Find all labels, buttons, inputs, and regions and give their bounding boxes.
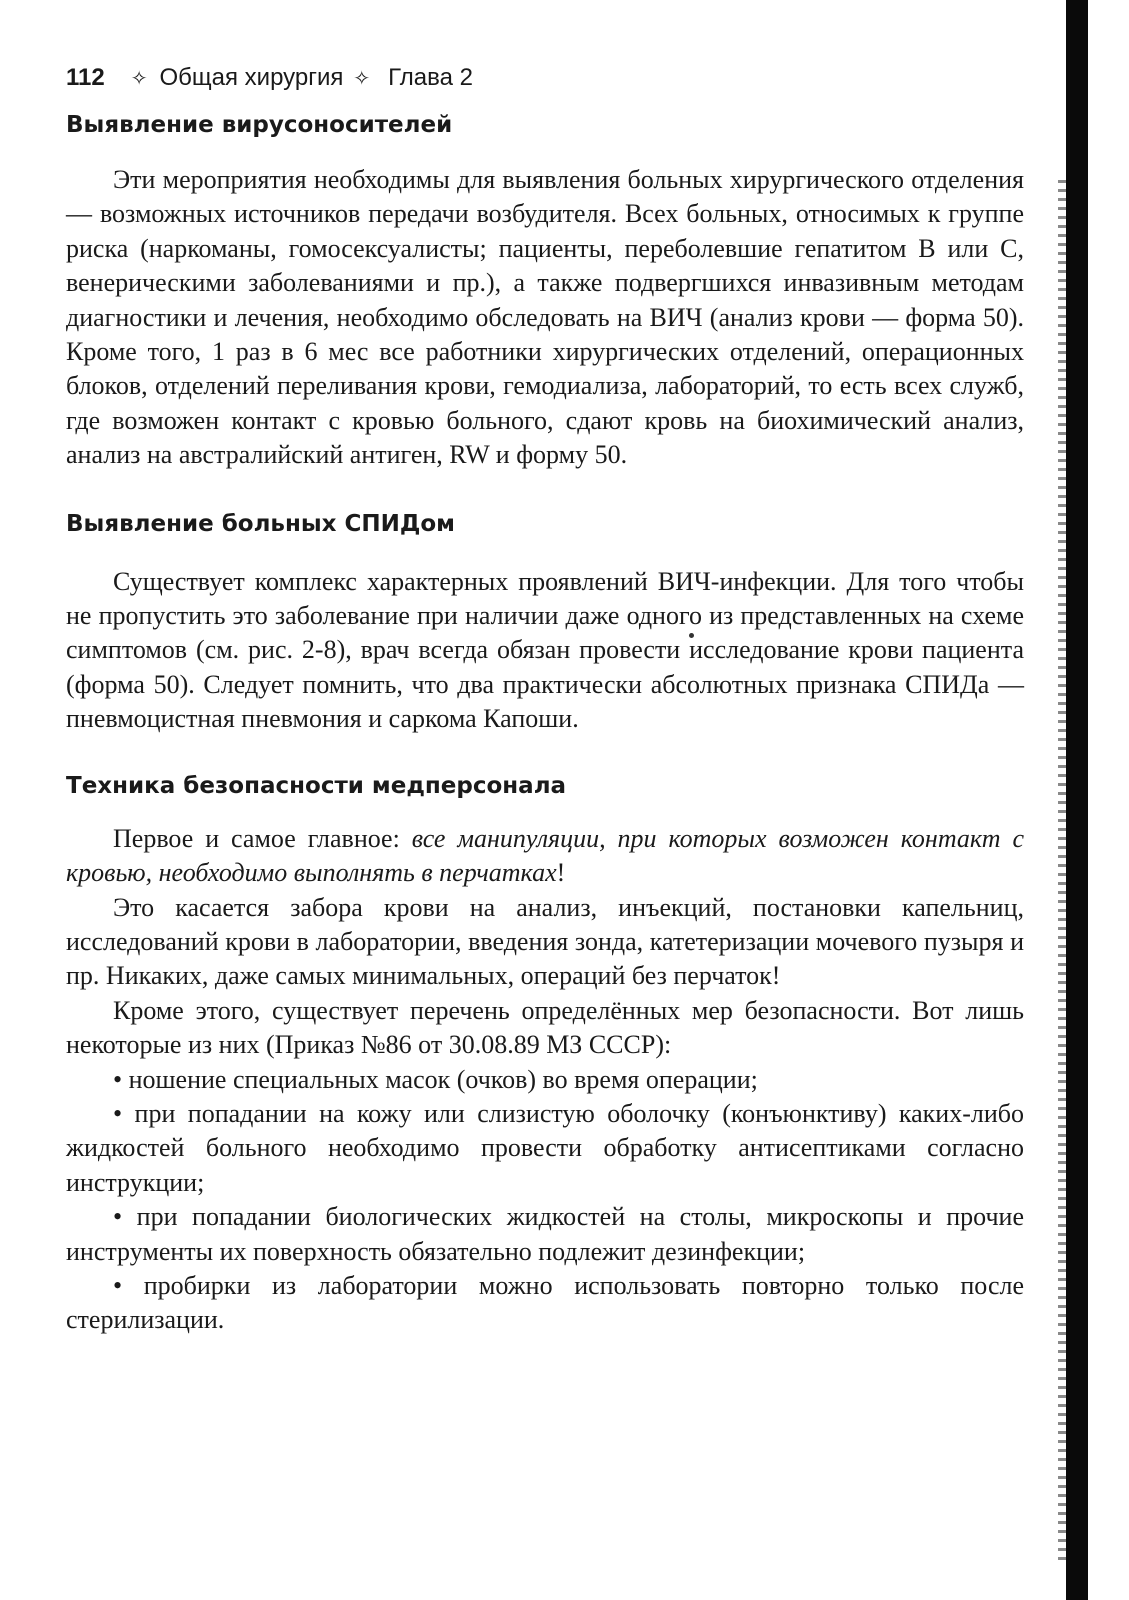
paragraph: Эти мероприятия необходимы для выявления больных хирургического отделения — возможных источников передачи возбудителя. Всех больных, относимых к группе риска (наркоманы, гомосексуалисты; пациенты, переболевшие гепатитом B или C, венерическими заболеваниями и пр.), а также подвергшихся инвазивным методам диагностики и лечения, необходимо обследовать на ВИЧ (анализ крови — форма 50). Кроме того, 1 раз в 6 мес все работники хирургических отделений, операционных блоков, отделений переливания крови, гемодиализа, лабораторий, то есть всех служб, где возможен контакт с кровью больного, сдают кровь на биохимический анализ, анализ на австралийский антиген, RW и форму 50.	[66, 165, 1024, 470]
list-item-text: при попадании биологических жидкостей на столы, микроскопы и прочие инструменты их поверхность обязательно подлежит дезинфекции;	[66, 1202, 1025, 1266]
list-item	[66, 1063, 1024, 1097]
diamond-icon: ✧	[353, 68, 371, 90]
paragraph: Это касается забора крови на анализ, инъекций, постановки капельниц, исследований крови в лаборатории, введения зонда, катетеризации мочевого пузыря и пр. Никаких, даже самых минимальных, операций без перчаток!	[66, 892, 1024, 991]
list-item	[66, 1097, 1024, 1200]
page-edge-shadow	[1058, 180, 1066, 1560]
list-item	[66, 1269, 1024, 1338]
list-item-text: при попадании на кожу или слизистую оболочку (конъюнктиву) каких-либо жидкостей больного необходимо провести обработку антисептиками согласно инструкции;	[66, 1098, 1024, 1197]
running-head	[66, 58, 1024, 98]
book-title: Общая хирургия	[159, 64, 344, 91]
bullet-icon: •	[113, 1064, 123, 1094]
intro-lead: Первое и самое главное:	[113, 823, 412, 853]
section-heading: Выявление больных СПИДом	[66, 510, 455, 537]
list-item	[66, 1200, 1024, 1269]
diamond-icon: ✧	[130, 68, 148, 90]
section-heading: Техника безопасности медперсонала	[66, 772, 567, 799]
intro-tail: !	[556, 858, 566, 888]
section-heading: Выявление вирусоносителей	[66, 112, 453, 138]
list-item-text: пробирки из лаборатории можно использовать повторно только после стерилизации.	[66, 1270, 1025, 1335]
chapter-label: Глава 2	[388, 64, 473, 91]
paragraph-intro	[66, 822, 1024, 891]
paragraph: Существует комплекс характерных проявлений ВИЧ-инфекции. Для того чтобы не пропустить это заболевание при наличии даже одного из представленных на схеме симптомов (см. рис. 2-8), врач всегда обязан провести исследование крови пациента (форма 50). Следует помнить, что два практически абсолютных признака СПИДа — пневмоцистная пневмония и саркома Капоши.	[66, 566, 1024, 734]
page-edge	[1066, 0, 1088, 1600]
page-number: 112	[66, 64, 105, 91]
bullet-icon: •	[113, 1202, 123, 1232]
bullet-icon: •	[113, 1270, 123, 1300]
paragraph: Кроме этого, существует перечень определённых мер безопасности. Вот лишь некоторые из них (Приказ №86 от 30.08.89 МЗ СССР):	[66, 995, 1024, 1060]
list-item-text: ношение специальных масок (очков) во время операции;	[128, 1064, 758, 1094]
page-content	[66, 58, 1024, 1338]
bullet-icon: •	[113, 1098, 123, 1128]
intro-emphasis: все манипуляции, при которых возможен контакт с кровью, необходимо выполнять в перчатках	[66, 823, 1024, 888]
